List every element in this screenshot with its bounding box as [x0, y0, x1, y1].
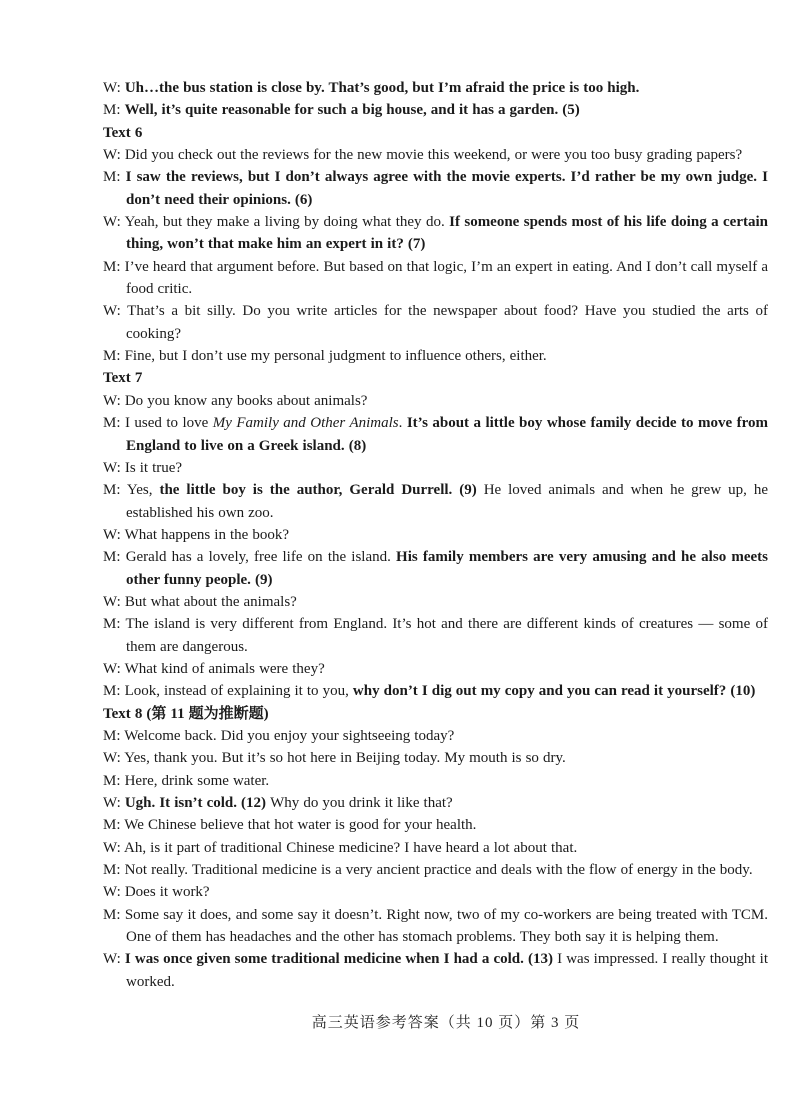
- transcript-line: [103, 345, 768, 367]
- transcript-line: [103, 725, 768, 747]
- transcript-line: [103, 747, 768, 769]
- transcript-line: [103, 256, 768, 301]
- speaker-label: W:: [103, 303, 121, 320]
- speaker-label: M:: [103, 169, 121, 186]
- speaker-label: M:: [103, 683, 121, 700]
- transcript-line: [103, 792, 768, 814]
- dialogue-segment: Ah, is it part of traditional Chinese medicine? I have heard a lot about that.: [124, 839, 578, 856]
- transcript-line: [103, 814, 768, 836]
- speaker-label: M:: [103, 862, 121, 879]
- speaker-label: M:: [103, 772, 121, 789]
- section-heading: Text 7: [103, 370, 143, 387]
- dialogue-segment: Some say it does, and some say it doesn’t. Right now, two of my co-workers are being treated with TCM. One of them has headaches and the other has stomach problems. They both say it is helping them.: [124, 906, 768, 946]
- dialogue-segment: Yes,: [126, 482, 160, 499]
- dialogue-segment: Why do you drink it like that?: [270, 795, 453, 811]
- transcript-line: [103, 613, 768, 658]
- dialogue-segment: If someone spends most of his life doing a certain thing, won’t that make him an expert in it? (7): [126, 214, 768, 253]
- speaker-label: W:: [103, 147, 121, 164]
- speaker-label: M:: [103, 549, 121, 566]
- dialogue-segment: the little boy is the author, Gerald Durrell. (9): [159, 482, 484, 499]
- dialogue-segment: What kind of animals were they?: [124, 660, 325, 677]
- transcript-line: [103, 479, 768, 524]
- dialogue-segment: Fine, but I don’t use my personal judgment to influence others, either.: [124, 348, 547, 365]
- speaker-label: W:: [103, 750, 121, 767]
- dialogue-segment: Here, drink some water.: [124, 772, 270, 789]
- dialogue-segment: The island is very different from England. It’s hot and there are different kinds of creatures — some of them are dangerous.: [125, 616, 768, 655]
- transcript-line: [103, 881, 768, 903]
- speaker-label: W:: [103, 392, 121, 409]
- page-footer: 高三英语参考答案（共 10 页）第 3 页: [311, 1015, 581, 1031]
- dialogue-segment: His family members are very amusing and he also meets other funny people. (9): [126, 549, 768, 588]
- dialogue-segment: Welcome back. Did you enjoy your sightseeing today?: [124, 727, 455, 744]
- dialogue-segment: It’s about a little boy whose family decide to move from England to live on a Greek island. (8): [126, 415, 768, 454]
- dialogue-segment: I used to love: [124, 415, 213, 432]
- speaker-label: M:: [103, 616, 121, 633]
- speaker-label: M:: [103, 727, 121, 744]
- transcript-line: [103, 77, 768, 99]
- speaker-label: W:: [103, 884, 121, 901]
- dialogue-segment: Is it true?: [124, 459, 183, 476]
- transcript-line: [103, 412, 768, 457]
- speaker-label: W:: [103, 214, 121, 231]
- dialogue-segment: Uh…the bus station is close by. That’s good, but I’m afraid the price is too high.: [124, 80, 640, 96]
- transcript-line: [103, 457, 768, 479]
- speaker-label: M:: [103, 482, 121, 499]
- dialogue-segment: Well, it’s quite reasonable for such a big house, and it has a garden. (5): [124, 102, 580, 119]
- dialogue-segment: Yes, thank you. But it’s so hot here in Beijing today. My mouth is so dry.: [124, 750, 566, 767]
- dialogue-segment: .: [398, 415, 407, 432]
- dialogue-segment: That’s a bit silly. Do you write articles for the newspaper about food? Have you studied the arts of cooking?: [126, 303, 768, 342]
- dialogue-segment: Gerald has a lovely, free life on the island.: [125, 549, 397, 566]
- dialogue-segment: Not really. Traditional medicine is a very ancient practice and deals with the flow of energy in the body.: [124, 862, 753, 879]
- transcript-line: [103, 390, 768, 412]
- speaker-label: W:: [103, 795, 121, 811]
- section-heading: Text 8 (第 11 题为推断题): [103, 705, 269, 722]
- dialogue-segment: Did you check out the reviews for the new movie this weekend, or were you too busy grading papers?: [124, 147, 743, 164]
- dialogue-segment: I was once given some traditional medicine when I had a cold. (13): [124, 951, 558, 968]
- transcript-line: [103, 524, 768, 546]
- transcript-line: [103, 948, 768, 993]
- transcript-line: [103, 658, 768, 680]
- speaker-label: W:: [103, 951, 121, 968]
- listening-script: [103, 77, 768, 993]
- dialogue-segment: Does it work?: [124, 884, 210, 901]
- transcript-line: [103, 144, 768, 166]
- speaker-label: M:: [103, 258, 121, 275]
- speaker-label: M:: [103, 817, 121, 834]
- dialogue-segment: My Family and Other Animals: [212, 415, 399, 432]
- dialogue-segment: why don’t I dig out my copy and you can read it yourself? (10): [352, 683, 756, 700]
- dialogue-segment: But what about the animals?: [124, 593, 297, 610]
- speaker-label: W:: [103, 459, 121, 476]
- transcript-line: [103, 680, 768, 702]
- transcript-line: [103, 770, 768, 792]
- transcript-line: [103, 837, 768, 859]
- speaker-label: W:: [103, 839, 121, 856]
- speaker-label: M:: [103, 348, 121, 365]
- dialogue-segment: What happens in the book?: [124, 526, 290, 543]
- transcript-line: [103, 166, 768, 211]
- section-heading: Text 6: [103, 124, 143, 141]
- speaker-label: M:: [103, 102, 121, 119]
- dialogue-segment: Ugh. It isn’t cold. (12): [124, 795, 271, 811]
- transcript-line: [103, 859, 768, 881]
- dialogue-segment: Yeah, but they make a living by doing what they do.: [124, 214, 450, 231]
- speaker-label: W:: [103, 526, 121, 543]
- speaker-label: W:: [103, 80, 121, 96]
- transcript-line: [103, 904, 768, 949]
- transcript-line: [103, 211, 768, 256]
- dialogue-segment: Look, instead of explaining it to you,: [124, 683, 353, 700]
- dialogue-segment: I was impressed. I really thought it worked.: [126, 951, 768, 990]
- dialogue-segment: I’ve heard that argument before. But based on that logic, I’m an expert in eating. And I don’t call myself a food critic.: [124, 258, 768, 298]
- dialogue-segment: Do you know any books about animals?: [124, 392, 368, 409]
- dialogue-segment: I saw the reviews, but I don’t always agree with the movie experts. I’d rather be my own judge. I don’t need their opinions. (6): [125, 169, 768, 208]
- transcript-line: [103, 99, 768, 121]
- transcript-line: [103, 546, 768, 591]
- transcript-line: [103, 300, 768, 345]
- speaker-label: W:: [103, 593, 121, 610]
- transcript-line: [103, 591, 768, 613]
- speaker-label: M:: [103, 906, 121, 923]
- dialogue-segment: He loved animals and when he grew up, he established his own zoo.: [126, 482, 768, 521]
- speaker-label: M:: [103, 415, 121, 432]
- dialogue-segment: We Chinese believe that hot water is good for your health.: [124, 817, 477, 834]
- speaker-label: W:: [103, 660, 121, 677]
